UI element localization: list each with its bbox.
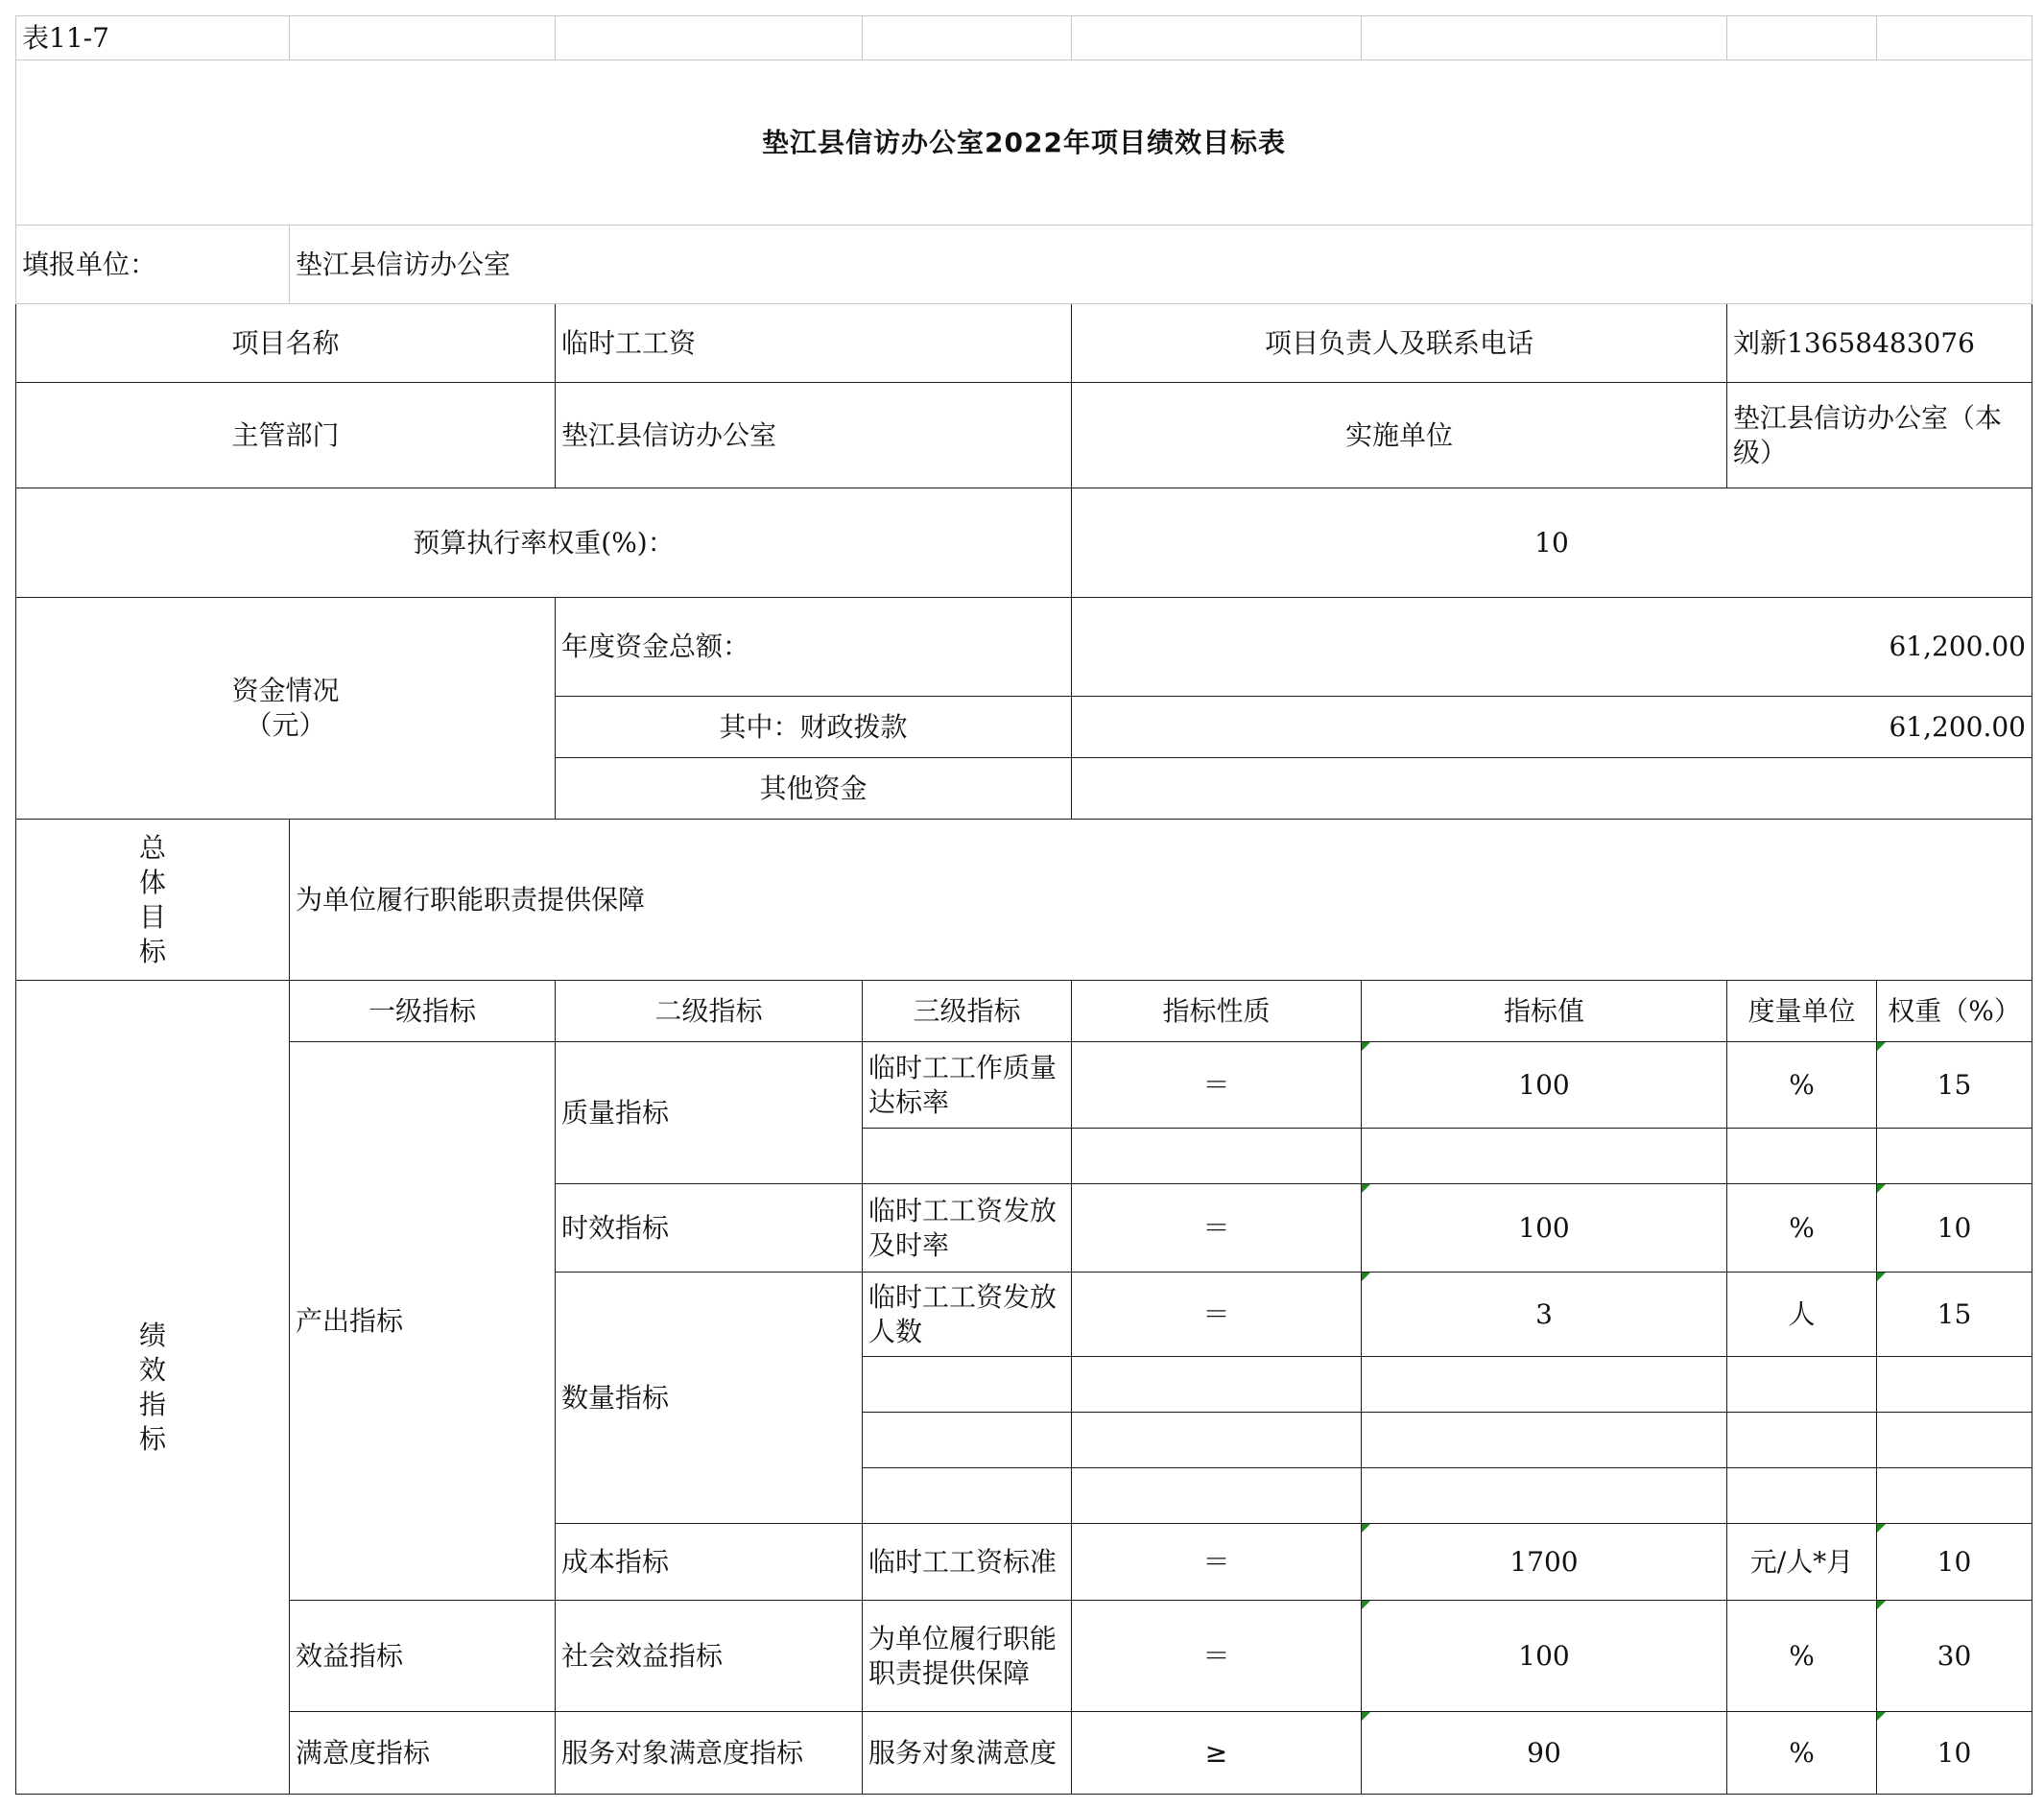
page-title: 垫江县信访办公室2022年项目绩效目标表 <box>16 60 2032 226</box>
budget-weight-label: 预算执行率权重(%)： <box>16 488 1072 598</box>
dept-value: 垫江县信访办公室 <box>556 383 1072 488</box>
indicator-operator: ＝ <box>1072 1184 1362 1273</box>
empty-cell <box>290 16 556 60</box>
social-benefit-indicator-label: 社会效益指标 <box>556 1601 863 1712</box>
funds-label <box>16 598 556 820</box>
indicator-weight: 30 <box>1877 1601 2032 1712</box>
indicator-value: 100 <box>1362 1184 1727 1273</box>
header-value: 指标值 <box>1362 981 1727 1042</box>
indicator-name: 临时工工资发放人数 <box>863 1273 1072 1357</box>
indicator-name: 临时工工资发放及时率 <box>863 1184 1072 1273</box>
header-nature: 指标性质 <box>1072 981 1362 1042</box>
empty-cell <box>1727 1129 1877 1184</box>
empty-cell <box>1072 1413 1362 1468</box>
indicator-weight: 15 <box>1877 1273 2032 1357</box>
output-indicator-label: 产出指标 <box>290 1042 556 1601</box>
empty-cell <box>863 1129 1072 1184</box>
empty-cell <box>1362 1468 1727 1524</box>
budget-weight-value: 10 <box>1072 488 2032 598</box>
indicator-operator: ＝ <box>1072 1042 1362 1129</box>
fill-unit-label: 填报单位： <box>16 226 290 304</box>
funds-label-text: 资金情况（元） <box>231 675 340 741</box>
overall-target-label-text: 总体目标 <box>138 831 166 967</box>
performance-indicators-label-text: 绩效指标 <box>138 1319 166 1455</box>
overall-target-text: 为单位履行职能职责提供保障 <box>290 820 2032 981</box>
satisfaction-indicator-label: 满意度指标 <box>290 1712 556 1795</box>
indicator-unit: % <box>1727 1042 1877 1129</box>
indicator-operator: ＝ <box>1072 1273 1362 1357</box>
empty-cell <box>1877 1129 2032 1184</box>
empty-cell <box>1877 1468 2032 1524</box>
empty-cell <box>1072 1468 1362 1524</box>
empty-cell <box>1877 16 2032 60</box>
header-unit: 度量单位 <box>1727 981 1877 1042</box>
empty-cell <box>1072 16 1362 60</box>
indicator-unit: 人 <box>1727 1273 1877 1357</box>
quantity-indicator-label: 数量指标 <box>556 1273 863 1524</box>
header-level2: 二级指标 <box>556 981 863 1042</box>
indicator-unit: % <box>1727 1712 1877 1795</box>
empty-cell <box>863 1413 1072 1468</box>
impl-unit-label: 实施单位 <box>1072 383 1727 488</box>
empty-cell <box>1727 1357 1877 1413</box>
indicator-unit: 元/人*月 <box>1727 1524 1877 1601</box>
empty-cell <box>863 1357 1072 1413</box>
indicator-value: 100 <box>1362 1042 1727 1129</box>
table-number: 表11-7 <box>16 16 290 60</box>
performance-target-table <box>15 15 2032 1795</box>
empty-cell <box>1362 16 1727 60</box>
cost-indicator-label: 成本指标 <box>556 1524 863 1601</box>
indicator-value: 1700 <box>1362 1524 1727 1601</box>
benefit-indicator-label: 效益指标 <box>290 1601 556 1712</box>
indicator-value: 90 <box>1362 1712 1727 1795</box>
empty-cell <box>1727 1413 1877 1468</box>
service-satisfaction-indicator-label: 服务对象满意度指标 <box>556 1712 863 1795</box>
empty-cell <box>1362 1129 1727 1184</box>
indicator-name: 为单位履行职能职责提供保障 <box>863 1601 1072 1712</box>
project-name-value: 临时工工资 <box>556 304 1072 383</box>
performance-indicators-label <box>16 981 290 1795</box>
dept-label: 主管部门 <box>16 383 556 488</box>
indicator-weight: 15 <box>1877 1042 2032 1129</box>
empty-cell <box>863 1468 1072 1524</box>
indicator-weight: 10 <box>1877 1712 2032 1795</box>
fiscal-allocation-label: 其中：财政拨款 <box>556 697 1072 758</box>
header-level3: 三级指标 <box>863 981 1072 1042</box>
indicator-unit: % <box>1727 1601 1877 1712</box>
empty-cell <box>1072 1357 1362 1413</box>
empty-cell <box>1362 1413 1727 1468</box>
empty-cell <box>863 16 1072 60</box>
empty-cell <box>556 16 863 60</box>
indicator-value: 3 <box>1362 1273 1727 1357</box>
empty-cell <box>1072 1129 1362 1184</box>
overall-target-label <box>16 820 290 981</box>
annual-total-label: 年度资金总额： <box>556 598 1072 697</box>
empty-cell <box>1727 16 1877 60</box>
project-contact-value: 刘新13658483076 <box>1727 304 2032 383</box>
indicator-name: 临时工工作质量达标率 <box>863 1042 1072 1129</box>
indicator-operator: ＝ <box>1072 1524 1362 1601</box>
header-level1: 一级指标 <box>290 981 556 1042</box>
empty-cell <box>1877 1357 2032 1413</box>
indicator-name: 临时工工资标准 <box>863 1524 1072 1601</box>
impl-unit-value: 垫江县信访办公室（本级） <box>1727 383 2032 488</box>
timeliness-indicator-label: 时效指标 <box>556 1184 863 1273</box>
other-funds-value <box>1072 758 2032 820</box>
indicator-operator: ≥ <box>1072 1712 1362 1795</box>
indicator-weight: 10 <box>1877 1524 2032 1601</box>
fill-unit-value: 垫江县信访办公室 <box>290 226 2032 304</box>
other-funds-label: 其他资金 <box>556 758 1072 820</box>
indicator-weight: 10 <box>1877 1184 2032 1273</box>
empty-cell <box>1727 1468 1877 1524</box>
empty-cell <box>1877 1413 2032 1468</box>
indicator-name: 服务对象满意度 <box>863 1712 1072 1795</box>
indicator-unit: % <box>1727 1184 1877 1273</box>
header-weight: 权重（%） <box>1877 981 2032 1042</box>
quality-indicator-label: 质量指标 <box>556 1042 863 1184</box>
project-contact-label: 项目负责人及联系电话 <box>1072 304 1727 383</box>
fiscal-allocation-value: 61,200.00 <box>1072 697 2032 758</box>
indicator-value: 100 <box>1362 1601 1727 1712</box>
project-name-label: 项目名称 <box>16 304 556 383</box>
annual-total-value: 61,200.00 <box>1072 598 2032 697</box>
empty-cell <box>1362 1357 1727 1413</box>
indicator-operator: ＝ <box>1072 1601 1362 1712</box>
